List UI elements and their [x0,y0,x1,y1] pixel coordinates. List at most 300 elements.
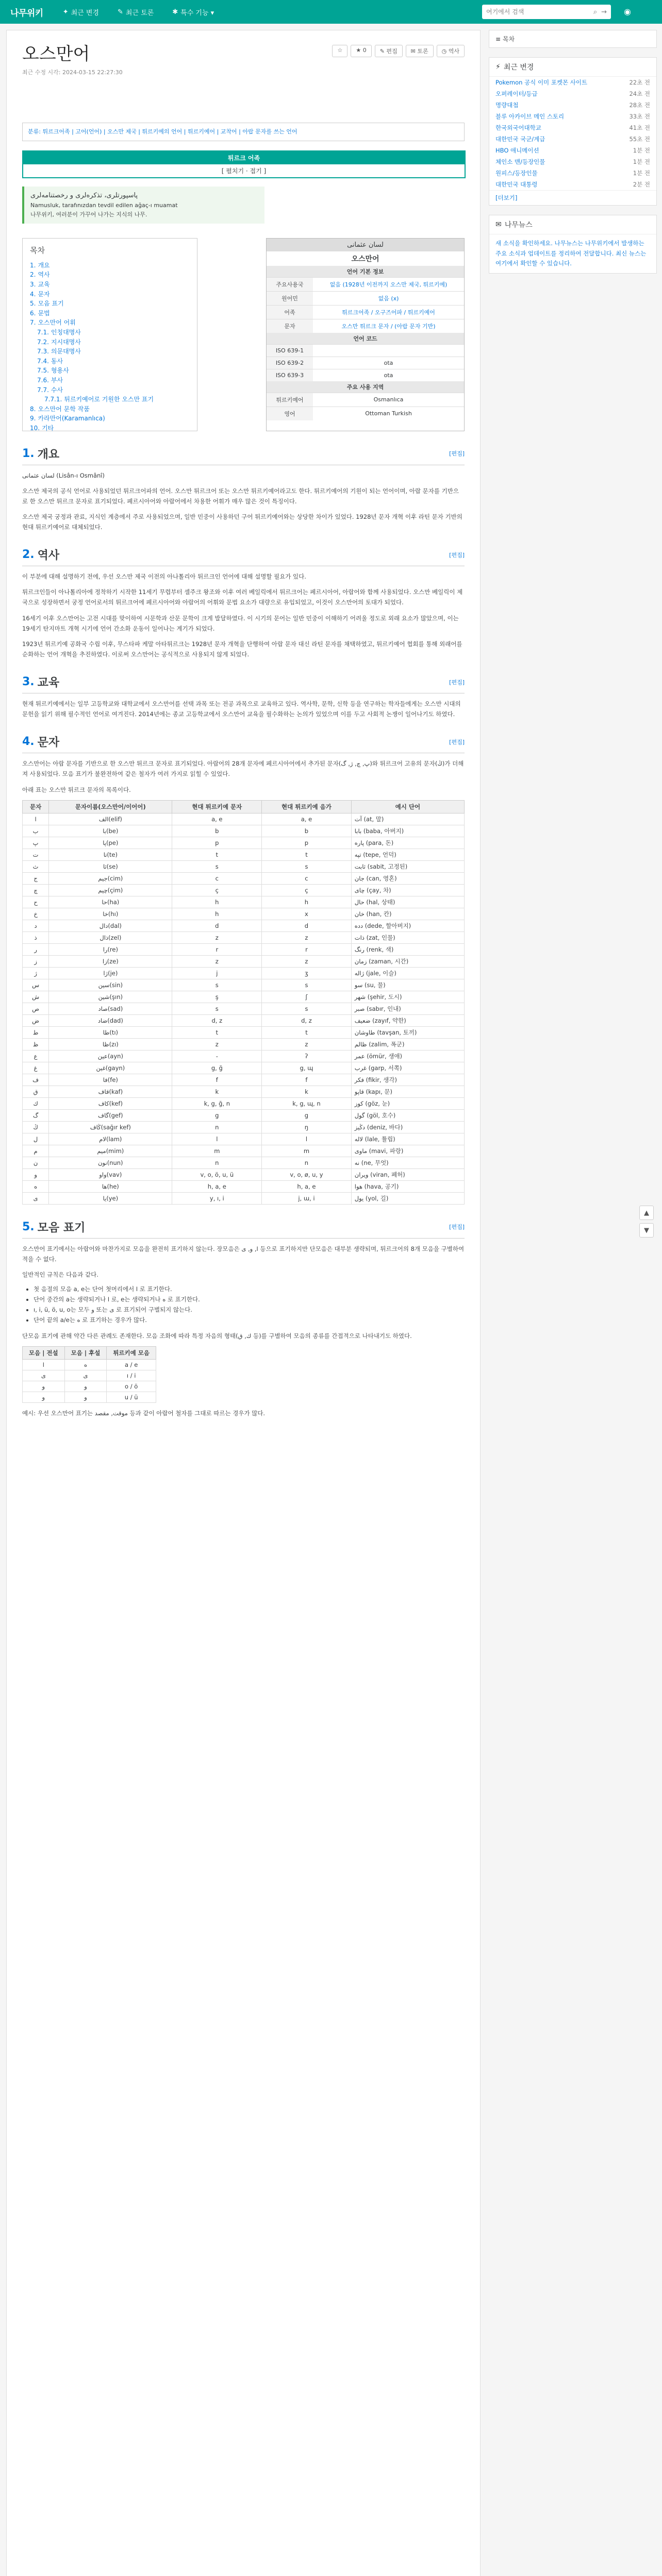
toc-item-number[interactable]: 7.7.1. [44,396,62,403]
recent-change-item[interactable] [489,88,656,99]
table-cell: الف(elif) [49,813,172,825]
table-cell: خ [23,908,49,920]
recent-change-time: 41초 전 [629,124,650,131]
infobox-row [267,406,464,420]
table-cell: نون(nun) [49,1157,172,1168]
toc-item-number[interactable]: 7. [30,319,36,327]
table-cell: قاپو (kapı, 문) [351,1086,464,1097]
toc-item-label[interactable]: 기타 [42,424,54,432]
table-cell: s [262,979,352,991]
list-item: • 첫 음절의 모음 a, e는 단어 첫머리에서 ا 로 표기한다. [34,1284,465,1294]
panel-title: 나무뉴스 [504,221,533,229]
table-cell: چ [23,884,49,896]
history-button[interactable]: ◷ 역사 [437,45,465,57]
table-cell: z [172,931,262,943]
table-cell: h [172,908,262,920]
recent-change-time: 55초 전 [629,135,650,143]
top-navigation-bar [0,0,662,24]
table-cell: y, ı, i [172,1192,262,1204]
table-row [23,920,465,931]
table-cell: d, z [262,1014,352,1026]
section-number[interactable]: 3. [22,675,35,689]
toc-item-label[interactable]: 교육 [38,281,50,289]
toc-item-label[interactable]: 동사 [51,357,63,365]
infobox-row [267,305,464,319]
table-cell: x [262,908,352,920]
navbox-toggle[interactable]: [ 펼치기 · 접기 ] [221,167,267,175]
recent-change-item[interactable] [489,111,656,122]
table-cell: رنگ (renk, 색) [351,943,464,955]
column-header: 예시 단어 [351,800,464,813]
table-cell: چای (çay, 차) [351,884,464,896]
table-cell: ب [23,825,49,837]
table-cell: d [262,920,352,931]
star-count-button[interactable]: ★ 0 [351,45,371,57]
table-cell: س [23,979,49,991]
table-row [23,860,465,872]
table-cell: ج [23,872,49,884]
table-cell: ویران (viran, 폐허) [351,1168,464,1180]
table-cell: ظالم (zalim, 폭군) [351,1038,464,1050]
toc-item-number[interactable]: 7.1. [37,328,49,336]
edit-section-link[interactable]: [편집] [449,551,465,558]
toc-item-number[interactable]: 10. [30,424,40,432]
table-cell: سین(sin) [49,979,172,991]
section-number[interactable]: 5. [22,1220,35,1233]
column-header: 문자이름(오스만어/이어어) [49,800,172,813]
toc-item-number[interactable]: 7.7. [37,386,49,394]
arrow-down-icon[interactable]: ▼ [639,1223,654,1238]
infobox-key: ISO 639-3 [267,369,313,381]
recent-change-item[interactable] [489,133,656,145]
table-cell: ı / i [107,1370,156,1381]
toc-item[interactable] [30,385,190,395]
recent-change-time: 28초 전 [629,101,650,109]
section-heading [22,674,465,693]
table-cell: م [23,1145,49,1157]
recent-change-time: 1분 전 [633,170,650,177]
table-cell: n [172,1121,262,1133]
infobox-value[interactable]: 없음 (ⅹ) [313,291,464,305]
toc-item-label[interactable]: 오스만어 어휘 [38,319,76,327]
toc-item-number[interactable]: 4. [30,290,36,298]
table-cell: ژ [23,967,49,979]
table-cell: t [262,849,352,860]
table-cell: فا(fe) [49,1074,172,1086]
table-cell: ف [23,1074,49,1086]
edit-section-link[interactable]: [편집] [449,738,465,745]
navbox-turkic [22,150,466,178]
toc-item-number[interactable]: 2. [30,271,36,279]
table-cell: z [172,955,262,967]
table-row [23,896,465,908]
toc-item[interactable] [30,318,190,328]
table-cell: s [172,1003,262,1014]
table-cell: عمر (ömür, 생애) [351,1050,464,1062]
toc-item-label[interactable]: 지시대명사 [51,338,81,346]
table-cell: و [23,1168,49,1180]
table-cell: غ [23,1062,49,1074]
toc-item-number[interactable]: 8. [30,405,36,413]
toc-item[interactable] [30,290,190,299]
toc-item[interactable] [30,395,190,404]
table-cell: زمان (zaman, 시간) [351,955,464,967]
toc-item-label[interactable]: 튀르키예어로 기원한 오스만 표기 [64,396,154,403]
recent-change-title[interactable]: HBO 애니메이션 [495,147,539,154]
table-cell: f [262,1074,352,1086]
news-panel [489,215,657,274]
toc-item-label[interactable]: 형용사 [51,367,69,375]
table-cell: a, e [172,813,262,825]
table-of-contents [22,238,197,431]
toc-item-number[interactable]: 7.4. [37,357,49,365]
toc-item[interactable] [30,357,190,366]
table-cell: قاف(kaf) [49,1086,172,1097]
table-cell: د [23,920,49,931]
toc-item-label[interactable]: 의문대명사 [51,348,81,355]
toc-item[interactable] [30,376,190,385]
table-cell: ذال(zel) [49,931,172,943]
table-cell: h [172,896,262,908]
edit-button[interactable]: ✎ 편집 [375,45,403,57]
infobox-key: 문자 [267,319,313,333]
table-cell: دڭیز (deniz, 바다) [351,1121,464,1133]
table-cell: v, o, ö, u, ü [172,1168,262,1180]
table-cell: ه [23,1180,49,1192]
table-row [23,955,465,967]
recent-change-item[interactable] [489,77,656,88]
section-heading [22,1219,465,1239]
section-title: 교육 [37,676,60,690]
table-cell: d [172,920,262,931]
quote-box [22,187,264,224]
toc-item[interactable] [30,337,190,347]
table-cell: r [262,943,352,955]
table-cell: یول (yol, 길) [351,1192,464,1204]
table-header-row [23,1346,156,1359]
table-cell: تا(te) [49,849,172,860]
recent-change-title[interactable]: Pokemon 공식 이미 포켓몬 사이트 [495,79,588,86]
table-cell: o / ö [107,1381,156,1392]
table-cell: v, o, ø, u, y [262,1168,352,1180]
table-cell: h [262,896,352,908]
table-cell: ظ [23,1038,49,1050]
toc-item[interactable] [30,414,190,423]
table-cell: ثابت (sabit, 고정된) [351,860,464,872]
table-row [23,1180,465,1192]
toc-item[interactable] [30,280,190,290]
star-button[interactable]: ☆ [332,45,347,57]
nav-label: 최근 토론 [125,9,154,17]
quote-translation: 나무위키, 여러분이 가꾸어 나가는 지식의 나무. [30,211,147,218]
toc-item-number[interactable]: 7.3. [37,348,49,355]
table-cell: g [262,1109,352,1121]
section-number[interactable]: 2. [22,548,35,562]
table-row [23,1133,465,1145]
section-title: 문자 [37,736,60,750]
more-link[interactable]: [더보기] [489,190,656,205]
table-cell: c [262,872,352,884]
infobox-section: 언어 기본 정보 [267,266,464,277]
news-text[interactable]: 새 소식을 확인하세요. 나무뉴스는 나무위키에서 발생하는 주요 소식과 업데이트를 정리하여 전달합니다. 최신 뉴스는 여기에서 확인할 수 있습니다. [495,240,647,267]
table-cell: ح [23,896,49,908]
toc-item-label[interactable]: 문법 [38,309,50,317]
table-cell: دال(dal) [49,920,172,931]
paragraph: 오스만어 표기에서는 아랍어와 마찬가지로 모음을 완전히 표기하지 않는다. 장모음은 ا, و, ی 등으로 표기하지만 단모음은 대부분 생략되며, 튀르크어의 8개 모음을 구별하여 적을 수 없다. [22,1245,465,1263]
site-logo[interactable]: 나무위키 [10,8,43,19]
recent-change-item[interactable] [489,167,656,179]
toc-item-label[interactable]: 인칭대명사 [51,328,81,336]
paragraph: 오스만 제국의 공식 언어로 사용되었던 튀르크어파의 언어. 오스만 튀르크어 또는 오스만 튀르키예어라고도 한다. 튀르키예어의 기원이 되는 언어이며, 아랍 문자를 기반으로 한 오스만 튀르크 문자로 표기되었다. 페르시아어와 아랍어에서 차용한 어휘가 매우 많은 것이 특징이다. [22,487,459,505]
infobox-name: 오스만어 [351,255,379,263]
toc-item-label[interactable]: 문자 [38,290,50,298]
infobox-value[interactable]: 튀르크어족 / 오구즈어파 / 튀르키예어 [313,305,464,319]
table-cell: ç [262,884,352,896]
go-arrow-icon[interactable]: → [601,8,607,16]
table-cell: با(be) [49,825,172,837]
table-cell: پا(pe) [49,837,172,849]
table-row [23,1157,465,1168]
table-cell: ʔ [262,1050,352,1062]
nav-recent-changes[interactable] [58,5,104,19]
table-row [23,1381,156,1392]
table-cell: m [172,1145,262,1157]
table-cell: h, a, e [262,1180,352,1192]
table-cell: پاره (para, 돈) [351,837,464,849]
infobox [266,238,465,431]
table-row [23,813,465,825]
recent-change-title[interactable]: 명량대첩 [495,101,519,109]
infobox-value: ota [313,357,464,369]
table-cell: چیم(çim) [49,884,172,896]
table-cell: z [262,1038,352,1050]
edit-section-link[interactable]: [편집] [449,450,465,457]
toc-item[interactable] [30,366,190,376]
toc-item-number[interactable]: 7.5. [37,367,49,375]
toc-item[interactable] [30,423,190,433]
table-cell: k [172,1086,262,1097]
toc-item-label[interactable]: 오스만어 문학 작품 [38,405,90,413]
infobox-native-name: لسان عثمانی [267,239,464,251]
toc-item[interactable] [30,347,190,357]
recent-change-time: 22초 전 [629,79,650,86]
section-number[interactable]: 4. [22,735,35,749]
table-row [23,884,465,896]
paragraph: 1923년 튀르키예 공화국 수립 이후, 무스타파 케말 아타튀르크는 1928년 문자 개혁을 단행하여 아랍 문자 대신 라틴 문자를 채택하였고, 튀르키예어 협회를 통해 외래어를 순화하는 언어 개혁을 추진하였다. 이로써 오스만어는 공식적으로 사용되지 않게 되었다. [22,640,462,658]
table-cell: ن [23,1157,49,1168]
article-content [6,30,481,2576]
mail-icon: ✉ [495,221,502,229]
table-cell: t [172,849,262,860]
table-cell: نه (ne, 무엇) [351,1157,464,1168]
table-cell: b [262,825,352,837]
table-cell: غین(gayn) [49,1062,172,1074]
page-title: 오스만어 [22,44,90,64]
table-cell: s [172,860,262,872]
table-cell: b [172,825,262,837]
search-input[interactable] [486,8,579,15]
toc-item-number[interactable]: 1. [30,261,36,269]
table-row [23,872,465,884]
table-row [23,1168,465,1180]
table-cell: طا(tı) [49,1026,172,1038]
table-cell: a, e [262,813,352,825]
sidebar [489,30,657,274]
bolt-icon: ⚡ [495,63,501,71]
table-cell: ا [23,813,49,825]
table-cell: ڭ [23,1121,49,1133]
table-row [23,931,465,943]
table-cell: ماوی (mavi, 파랑) [351,1145,464,1157]
table-row [23,1050,465,1062]
table-cell: ع [23,1050,49,1062]
toc-item-label[interactable]: 역사 [38,271,50,279]
table-cell: a / e [107,1359,156,1370]
infobox-section: 언어 코드 [267,333,464,344]
table-cell: j [172,967,262,979]
table-cell: d, z [172,1014,262,1026]
column-header: 현대 튀르키예 문자 [172,800,262,813]
table-row [23,1192,465,1204]
recent-change-time: 1분 전 [633,158,650,165]
compass-icon: ✦ [62,8,69,16]
table-cell: شین(şın) [49,991,172,1003]
table-cell: ی [64,1370,107,1381]
infobox-section: 주요 사용 지역 [267,381,464,393]
recent-change-item[interactable] [489,99,656,111]
toc-item-number[interactable]: 6. [30,309,36,317]
section-title: 모음 표기 [37,1221,86,1234]
table-cell: n [172,1157,262,1168]
toc-item-number[interactable]: 3. [30,281,36,289]
infobox-value: ota [313,369,464,381]
table-cell: كاف(kef) [49,1097,172,1109]
alphabet-table [22,800,465,1205]
section-heading [22,734,465,753]
infobox-value[interactable]: 오스만 튀르크 문자 / (아랍 문자 기반) [313,319,464,333]
table-row [23,1038,465,1050]
nav-recent-discussions[interactable] [112,5,159,19]
table-cell: ش [23,991,49,1003]
recent-change-item[interactable] [489,179,656,190]
discuss-button[interactable]: ✉ 토론 [406,45,434,57]
toc-item-label[interactable]: 모음 표기 [38,300,64,308]
arrow-up-icon[interactable]: ▲ [639,1206,654,1220]
table-cell: ا [23,1359,65,1370]
table-cell: z [172,1038,262,1050]
section-number[interactable]: 1. [22,447,35,460]
table-row [23,849,465,860]
toc-item-number[interactable]: 9. [30,415,36,422]
table-cell: آت (at, 말) [351,813,464,825]
nav-label: 최근 변경 [71,9,99,17]
toc-item[interactable] [30,404,190,414]
user-icon[interactable]: ◉ [624,7,631,16]
table-cell: t [172,1026,262,1038]
infobox-row [267,291,464,305]
edit-section-link[interactable]: [편집] [449,679,465,686]
toc-item[interactable] [30,270,190,280]
infobox-value: Ottoman Turkish [313,406,464,420]
recent-change-title[interactable]: 한국외국어대학교 [495,124,541,131]
recent-change-item[interactable] [489,122,656,133]
recent-change-title[interactable]: 체인소 맨/등장인물 [495,158,545,165]
comment-icon: ✎ [117,8,123,16]
table-cell: تپه (tepe, 언덕) [351,849,464,860]
recent-change-time: 2분 전 [633,181,650,188]
toc-item[interactable] [30,261,190,270]
table-cell: طاوشان (tavşan, 토끼) [351,1026,464,1038]
toc-item-number[interactable]: 5. [30,300,36,308]
quote-arabic: پاسپورتلرى، تذكره‌لرى و رخصتنامه‌لرى [30,191,138,199]
toc-item[interactable] [30,309,190,318]
toc-item-label[interactable]: 부사 [51,376,63,384]
table-cell: ها(he) [49,1180,172,1192]
infobox-value[interactable]: 없음 (1928년 이전까지 오스만 제국, 튀르키예) [313,277,464,291]
toc-item-label[interactable]: 카라만어(Karamanlıca) [38,415,105,422]
recent-change-title[interactable]: 대한민국 국군/계급 [495,135,545,143]
recent-change-item[interactable] [489,156,656,167]
table-cell: ر [23,943,49,955]
table-cell: r [172,943,262,955]
toc-item-label[interactable]: 개요 [38,261,50,269]
edit-section-link[interactable]: [편집] [449,1224,465,1231]
search-icon[interactable]: ⌕ [593,8,598,16]
paragraph: 오스만어는 아랍 문자를 기반으로 한 오스만 튀르크 문자로 표기되었다. 아랍어의 28개 문자에 페르시아어에서 추가된 문자(پ, چ, ژ, گ)와 튀르크어 고유의 문자(ڭ)가 더해져 사용되었다. 모음 표기가 불완전하여 같은 철자가 여러 가지로 읽힐 수 있었다. [22,760,464,778]
category-list[interactable]: 분류: 튀르크어족 | 고어(언어) | 오스만 제국 | 튀르키예의 언어 | 튀르키예어 | 교착어 | 아랍 문자를 쓰는 언어 [28,128,297,135]
recent-change-title[interactable]: 대한민국 대통령 [495,181,538,188]
table-row [23,1074,465,1086]
table-cell: بابا (baba, 아버지) [351,825,464,837]
column-header: 모음 | 후설 [64,1346,107,1359]
table-cell: k, g, ğ, n [172,1097,262,1109]
navbox-title: 튀르크 어족 [23,151,465,164]
toc-item[interactable] [30,299,190,309]
table-cell: ژاله (jale, 이슬) [351,967,464,979]
toc-toggle-button[interactable]: ≡ 목차 [489,30,657,48]
table-cell: هوا (hava, 공기) [351,1180,464,1192]
main-nav [58,5,220,19]
recent-change-title[interactable]: 블루 아카이브 메인 스토리 [495,113,565,120]
toc-item-label[interactable]: 수사 [51,386,63,394]
infobox-key: 튀르키예어 [267,393,313,406]
table-cell: ی [23,1192,49,1204]
toc-item-number[interactable]: 7.2. [37,338,49,346]
panel-title: 최근 변경 [503,63,534,72]
toc-item-number[interactable]: 7.6. [37,376,49,384]
table-cell: خا(hı) [49,908,172,920]
last-modified: 최근 수정 시각: 2024-03-15 22:27:30 [22,69,123,76]
toc-item[interactable] [30,328,190,337]
category-box [22,123,465,141]
table-cell: ڭاف(sağır kef) [49,1121,172,1133]
paragraph: 이 부분에 대해 설명하기 전에, 우선 오스만 제국 이전의 아나톨리아 튀르크인 언어에 대해 설명할 필요가 있다. [22,573,306,581]
recent-change-title[interactable]: 오퍼레이터/등급 [495,90,538,97]
table-cell: خان (han, 칸) [351,908,464,920]
recent-change-time: 1분 전 [633,147,650,154]
recent-change-title[interactable]: 원피스/등장인물 [495,170,538,177]
table-cell: ʒ [262,967,352,979]
recent-change-item[interactable] [489,145,656,156]
column-header: 문자 [23,800,49,813]
table-cell: t [262,1026,352,1038]
nav-special-functions[interactable] [167,5,219,19]
table-cell: ك [23,1097,49,1109]
table-cell: زا(ze) [49,955,172,967]
table-row [23,1109,465,1121]
table-cell: صبر (sabır, 인내) [351,1003,464,1014]
table-cell: c [172,872,262,884]
